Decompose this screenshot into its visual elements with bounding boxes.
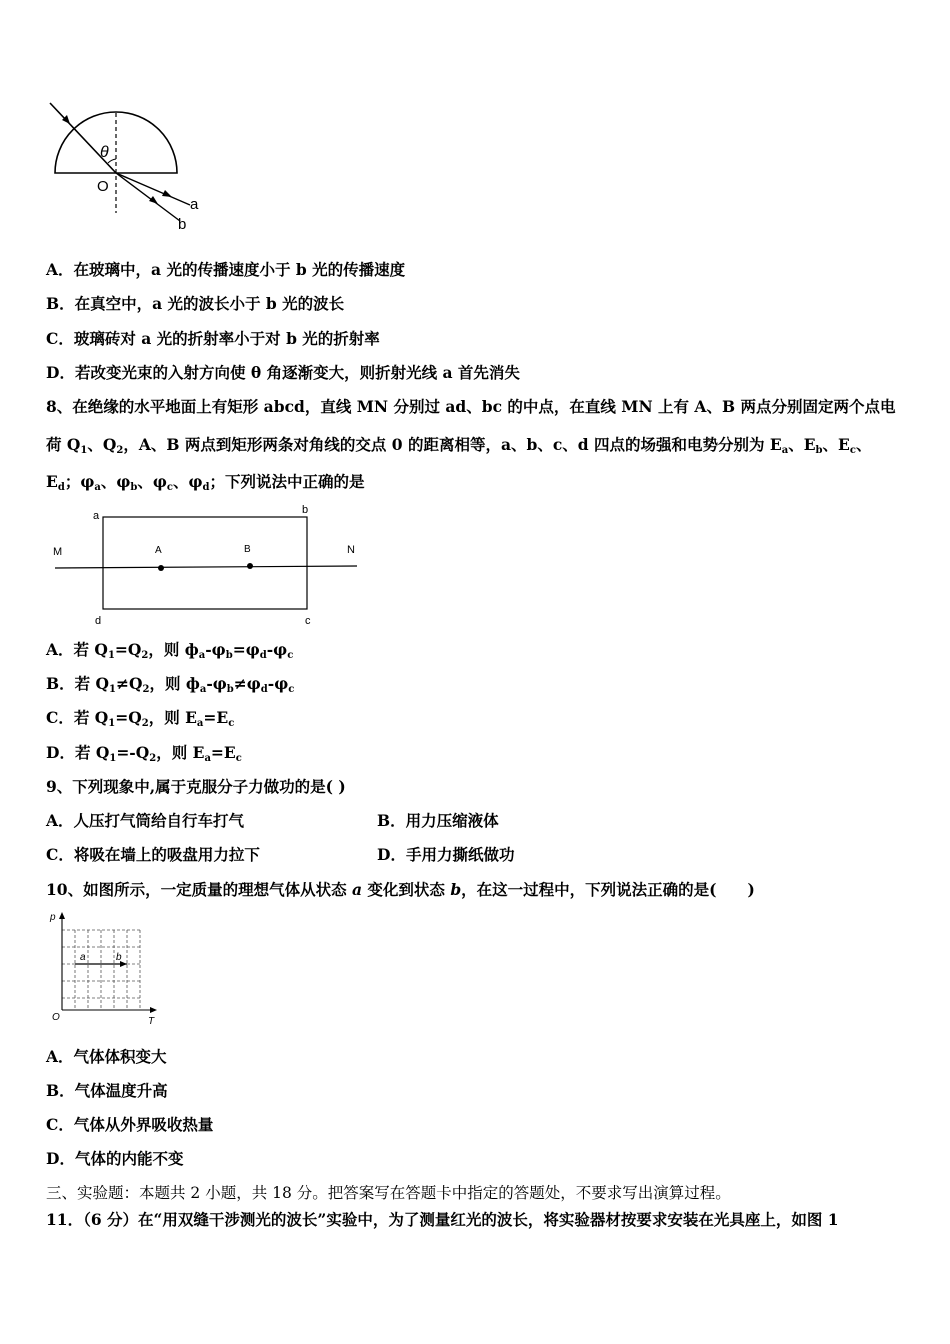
q8-option-d: D．若 $Q_1=-Q_2$，则 $E_a=E_c$	[46, 743, 242, 764]
q8-stem-line2: 荷 $Q_1$、$Q_2$，A、B 两点到矩形两条对角线的交点 0 的距离相等，a、b、c、d 四点的场强和电势分别为 $E_a$、$E_b$、$E_c$、	[46, 435, 872, 456]
q9-option-b: B．用力压缩液体	[377, 811, 499, 830]
q7-option-d: D．若改变光束的入射方向使 θ 角逐渐变大，则折射光线 a 首先消失	[46, 363, 520, 382]
p-axis-arrow	[59, 912, 65, 919]
point-b-charge	[247, 563, 253, 569]
label-m: M	[53, 546, 63, 558]
section-3-heading: 三、实验题：本题共 2 小题，共 18 分。把答案写在答题卡中指定的答题处，不要求写出演算过程。	[46, 1184, 731, 1202]
q7-option-b: B．在真空中，a 光的波长小于 b 光的波长	[46, 294, 345, 313]
ray-a-arrowhead	[162, 190, 172, 197]
q8-option-c: C．若 $Q_1=Q_2$，则 $E_a=E_c$	[46, 708, 235, 729]
q7-option-c: C．玻璃砖对 a 光的折射率小于对 b 光的折射率	[46, 329, 380, 348]
q10-pt-diagram	[45, 908, 170, 1033]
q10-option-c: C．气体从外界吸收热量	[46, 1115, 214, 1134]
grid	[62, 930, 140, 1008]
q9-stem: 9、下列现象中,属于克服分子力做功的是( )	[46, 777, 346, 796]
q8-option-a: A．若 $Q_1=Q_2$，则 $ф_a-\varphi_b=\varphi_d-\varphi_c$	[46, 640, 294, 661]
label-n: N	[347, 544, 355, 556]
q9-option-d: D．手用力撕纸做功	[377, 845, 515, 864]
o-label: O	[97, 178, 109, 195]
label-d: d	[95, 615, 102, 627]
point-a-charge	[158, 565, 164, 571]
a-label: a	[190, 196, 199, 213]
rectangle-abcd	[103, 517, 307, 609]
label-point-b: B	[244, 544, 251, 555]
o-label: O	[52, 1012, 60, 1023]
q10-option-d: D．气体的内能不变	[46, 1149, 184, 1168]
label-b: b	[302, 504, 309, 516]
q10-option-b: B．气体温度升高	[46, 1081, 168, 1100]
p-label: p	[50, 912, 56, 923]
q9-option-c: C．将吸在墙上的吸盘用力拉下	[46, 845, 260, 864]
theta-arc	[108, 159, 116, 163]
q7-refraction-figure	[40, 95, 210, 235]
q11-stem: 11．（6 分）在“用双缝干涉测光的波长”实验中，为了测量红光的波长，将实验器材按要求安装在光具座上，如图 1	[46, 1210, 839, 1229]
b-label: b	[116, 952, 122, 963]
b-label: b	[178, 216, 187, 233]
q8-stem-line3: $E_d$；$\varphi_a$、$\varphi_b$、$\varphi_c$、$\varphi_d$；下列说法中正确的是	[46, 472, 365, 493]
q9-option-a: A．人压打气筒给自行车打气	[46, 811, 245, 830]
t-axis-arrow	[150, 1007, 157, 1013]
line-mn	[55, 566, 357, 568]
q8-option-b: B．若 $Q_1\ne Q_2$，则 $ф_a-\varphi_b\ne\varphi_d-\varphi_c$	[46, 674, 295, 695]
q7-option-a: A．在玻璃中，a 光的传播速度小于 b 光的传播速度	[46, 260, 406, 279]
label-c: c	[305, 615, 311, 627]
q8-stem-line1: 8、在绝缘的水平地面上有矩形 abcd，直线 MN 分别过 ad、bc 的中点，在直线 MN 上有 A、B 两点分别固定两个点电	[46, 397, 896, 416]
a-label: a	[80, 952, 86, 963]
label-point-a: A	[155, 545, 162, 556]
t-label: T	[148, 1016, 155, 1027]
theta-label: θ	[100, 144, 109, 161]
q8-rectangle-figure	[45, 500, 365, 630]
q10-stem: 10、如图所示，一定质量的理想气体从状态 a 变化到状态 b，在这一过程中，下列说法正确的是( )	[46, 880, 755, 899]
q10-option-a: A．气体体积变大	[46, 1047, 167, 1066]
ray-b-arrowhead	[149, 196, 158, 204]
label-a: a	[93, 510, 100, 522]
